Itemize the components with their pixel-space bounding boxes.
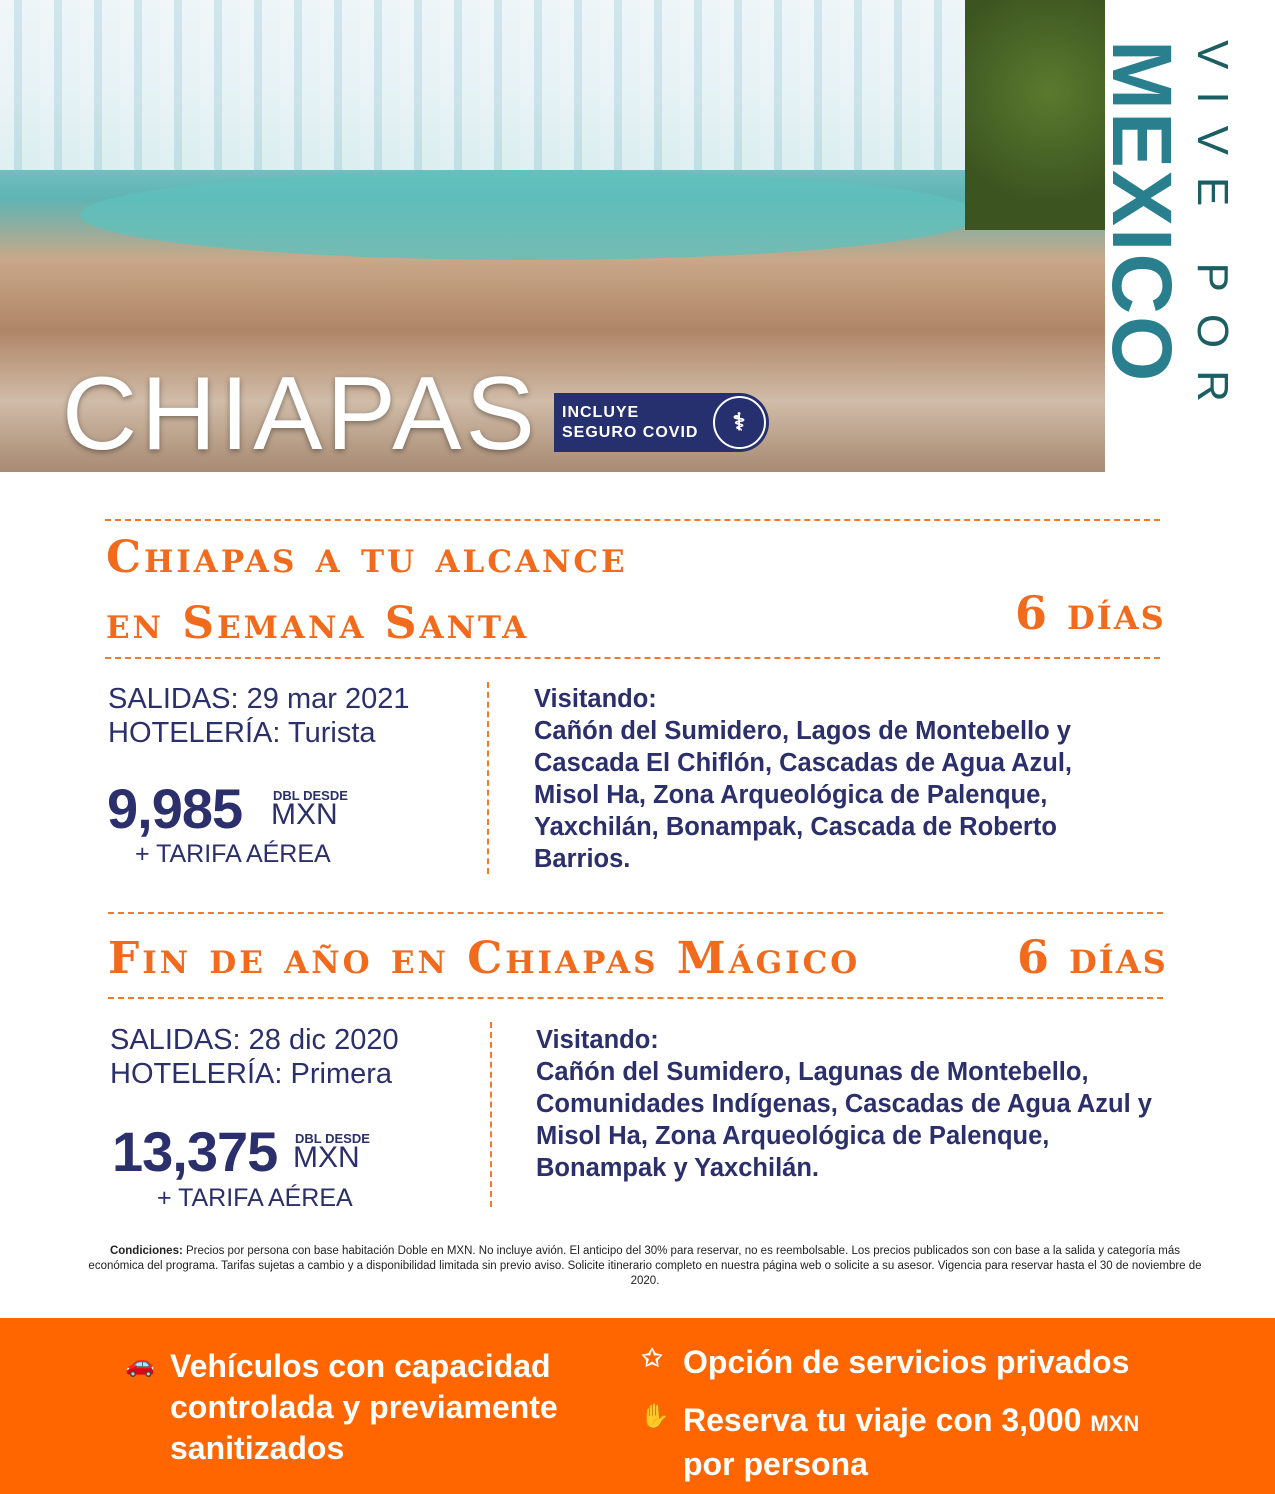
feature-private: Opción de servicios privados — [683, 1344, 1130, 1380]
covid-insurance-badge — [554, 393, 769, 452]
feature-reserve: Reserva tu viaje con 3,000 MXN por persona — [683, 1402, 1140, 1482]
hero-title: CHIAPAS — [62, 356, 539, 472]
tour1-title-line2: en Semana Santa — [106, 598, 530, 649]
tour2-currency: MXN — [293, 1141, 360, 1174]
waterfall-image — [0, 0, 1105, 170]
trees-image — [965, 0, 1105, 230]
car-icon: 🚗 — [125, 1351, 155, 1378]
divider — [108, 912, 1163, 914]
tour2-visiting: Visitando: Cañón del Sumidero, Lagunas de Montebello, Comunidades Indígenas, Cascadas de Agua Azul y Misol Ha, Zona Arqueológica de Palenque, Bonampak y Yaxchilán. — [536, 1026, 1152, 1182]
tour2-price: 13,375 — [112, 1120, 278, 1183]
divider — [490, 1022, 492, 1207]
badge-line2: SEGURO COVID — [562, 424, 699, 441]
hand-money-icon: ✋ — [640, 1403, 670, 1430]
tour1-days: 6 días — [1015, 586, 1166, 640]
feature-vehicles: Vehículos con capacidad controlada y previamente sanitizados — [170, 1348, 558, 1466]
tour1-dbl: DBL DESDE — [273, 788, 348, 803]
tour2-title: Fin de año en Chiapas Mágico — [108, 933, 861, 984]
star-icon: ✩ — [642, 1345, 663, 1372]
conditions-text: Condiciones: Precios por persona con base habitación Doble en MXN. No incluye avión. El anticipo del 30% para reservar, no es reembolsable. Los precios publicados son con base a la salida y categoría más económica del programa. Tarifas sujetas a cambio y a disponibilidad limitada sin previo aviso. Solicite itinerario completo en nuestra página web o solicite a su asesor. Vigencia para reservar hasta el 30 de noviembre de 2020. — [88, 1245, 1202, 1287]
divider — [487, 682, 489, 874]
divider — [105, 657, 1160, 659]
tour1-details: SALIDAS: 29 mar 2021 HOTELERÍA: Turista — [108, 683, 410, 749]
tour1-title-line1: Chiapas a tu alcance — [106, 532, 628, 583]
divider — [105, 519, 1160, 521]
lake-image — [80, 170, 980, 260]
tour1-departure: 29 mar 2021 — [246, 683, 410, 715]
tour1-hotel: Turista — [287, 717, 376, 749]
tour1-airfare: + TARIFA AÉREA — [135, 840, 331, 868]
tour2-details: SALIDAS: 28 dic 2020 HOTELERÍA: Primera — [110, 1024, 399, 1090]
tour2-hotel: Primera — [290, 1058, 393, 1090]
tour1-currency: MXN — [271, 798, 338, 831]
tour2-days: 6 días — [1017, 930, 1168, 984]
hero-photo — [0, 0, 1105, 472]
divider — [108, 997, 1163, 999]
tour1-visiting: Visitando: Cañón del Sumidero, Lagos de Montebello y Cascada El Chiflón, Cascadas de Agua Azul, Misol Ha, Zona Arqueológica de Palenque, Yaxchilán, Bonampak, Cascada de Roberto Barrios. — [534, 685, 1073, 873]
mexico-logo: MEXICO — [1095, 40, 1189, 384]
tour1-price: 9,985 — [107, 777, 243, 840]
vive-por-logo: VIVE POR — [1188, 40, 1237, 424]
tour2-airfare: + TARIFA AÉREA — [157, 1184, 353, 1212]
stethoscope-plane-icon: ⚕ — [713, 396, 766, 449]
tour2-dbl: DBL DESDE — [295, 1131, 370, 1146]
tour2-departure: 28 dic 2020 — [248, 1024, 399, 1056]
badge-line1: INCLUYE — [562, 404, 640, 421]
features-band — [0, 1318, 1275, 1494]
